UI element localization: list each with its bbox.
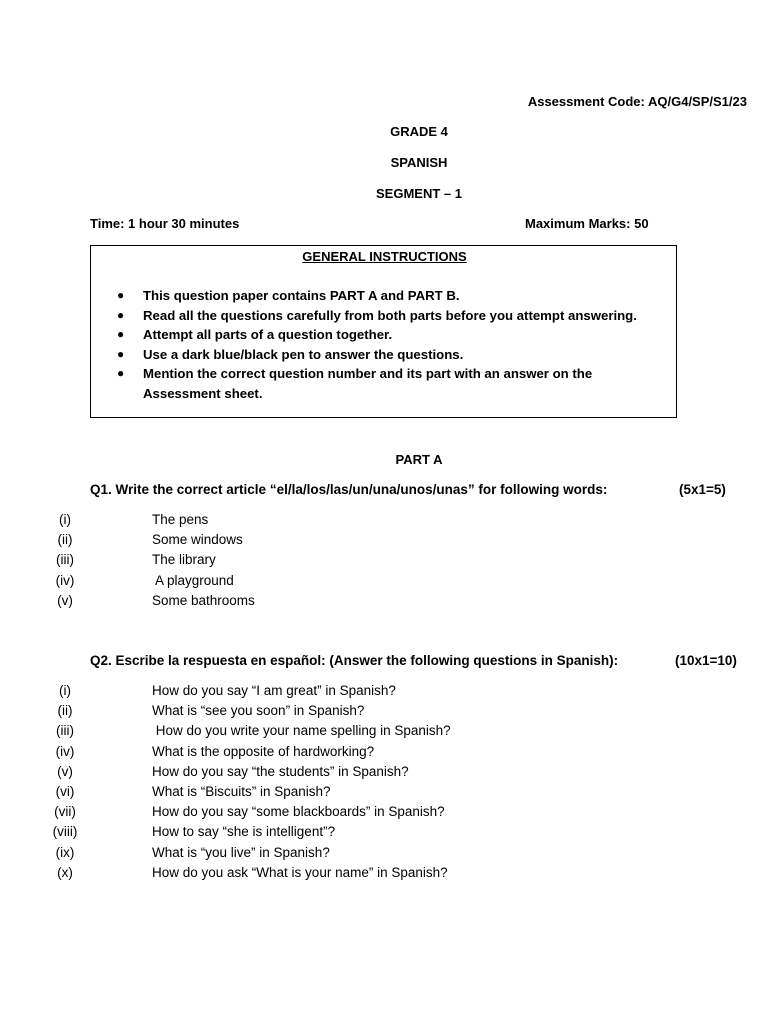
- instruction-text: Mention the correct question number and its part with an answer on the Assessment sheet.: [143, 366, 593, 401]
- exam-duration: Time: 1 hour 30 minutes: [90, 216, 240, 231]
- item-text: How do you say “some blackboards” in Spanish?: [152, 804, 445, 820]
- instructions-title: GENERAL INSTRUCTIONS: [302, 249, 467, 264]
- instruction-text: Use a dark blue/black pen to answer the questions.: [143, 346, 464, 362]
- item-text: What is the opposite of hardworking?: [152, 743, 375, 759]
- grade-heading: GRADE 4: [390, 124, 448, 139]
- item-number: (iii): [56, 552, 74, 568]
- item-text: What is “see you soon” in Spanish?: [152, 703, 365, 719]
- item-number: (i): [59, 512, 71, 527]
- part-a-heading: PART A: [395, 452, 443, 467]
- bullet-icon: ●: [117, 346, 125, 361]
- maximum-marks: Maximum Marks: 50: [525, 216, 649, 231]
- item-number: (i): [59, 683, 71, 698]
- subject-heading: SPANISH: [390, 155, 448, 170]
- item-text: How do you say “the students” in Spanish?: [152, 763, 409, 779]
- item-number: (x): [57, 864, 73, 880]
- item-number: (iii): [56, 723, 74, 739]
- item-number: (iv): [55, 572, 75, 588]
- item-number: (ix): [55, 844, 75, 860]
- bullet-icon: ●: [117, 366, 125, 380]
- assessment-code: Assessment Code: AQ/G4/SP/S1/23: [527, 94, 747, 109]
- item-text: Some bathrooms: [152, 592, 255, 608]
- item-text: How do you say “I am great” in Spanish?: [152, 683, 396, 698]
- item-text: What is “Biscuits” in Spanish?: [152, 783, 331, 799]
- instructions-list: [117, 286, 663, 403]
- item-text: How do you write your name spelling in Spanish?: [152, 723, 451, 739]
- q2-text: Q2. Escribe la respuesta en español: (Answer the following questions in Spanish):: [90, 653, 619, 668]
- item-number: (viii): [52, 824, 78, 840]
- item-number: (v): [57, 763, 73, 779]
- q2-marks: (10x1=10): [675, 653, 737, 668]
- item-number: (vi): [55, 783, 75, 799]
- instruction-item: [117, 345, 663, 365]
- instruction-item: [117, 325, 663, 345]
- item-number: (iv): [55, 743, 75, 759]
- item-text: What is “you live” in Spanish?: [152, 844, 330, 860]
- instruction-item: [117, 306, 663, 326]
- q1-text: Q1. Write the correct article “el/la/los/las/un/una/unos/unas” for following words:: [90, 482, 608, 497]
- instruction-text: Attempt all parts of a question together.: [143, 327, 393, 342]
- instruction-item: [117, 364, 663, 403]
- instruction-text: This question paper contains PART A and PART B.: [143, 288, 460, 303]
- bullet-icon: ●: [117, 288, 125, 302]
- item-text: Some windows: [152, 532, 243, 548]
- item-number: (vii): [54, 804, 76, 820]
- q1-marks: (5x1=5): [679, 482, 726, 497]
- item-number: (v): [57, 592, 73, 608]
- item-text: The library: [152, 552, 216, 568]
- instructions-box: [90, 245, 677, 418]
- bullet-icon: ●: [117, 307, 125, 322]
- item-text: How to say “she is intelligent”?: [152, 824, 336, 840]
- instruction-item: [117, 286, 663, 306]
- item-number: (ii): [57, 703, 73, 719]
- bullet-icon: ●: [117, 327, 125, 341]
- item-text: A playground: [152, 572, 234, 588]
- item-text: The pens: [152, 512, 209, 527]
- item-number: (ii): [57, 532, 73, 548]
- segment-heading: SEGMENT – 1: [376, 186, 462, 201]
- item-text: How do you ask “What is your name” in Spanish?: [152, 864, 448, 880]
- instruction-text: Read all the questions carefully from both parts before you attempt answering.: [143, 307, 637, 323]
